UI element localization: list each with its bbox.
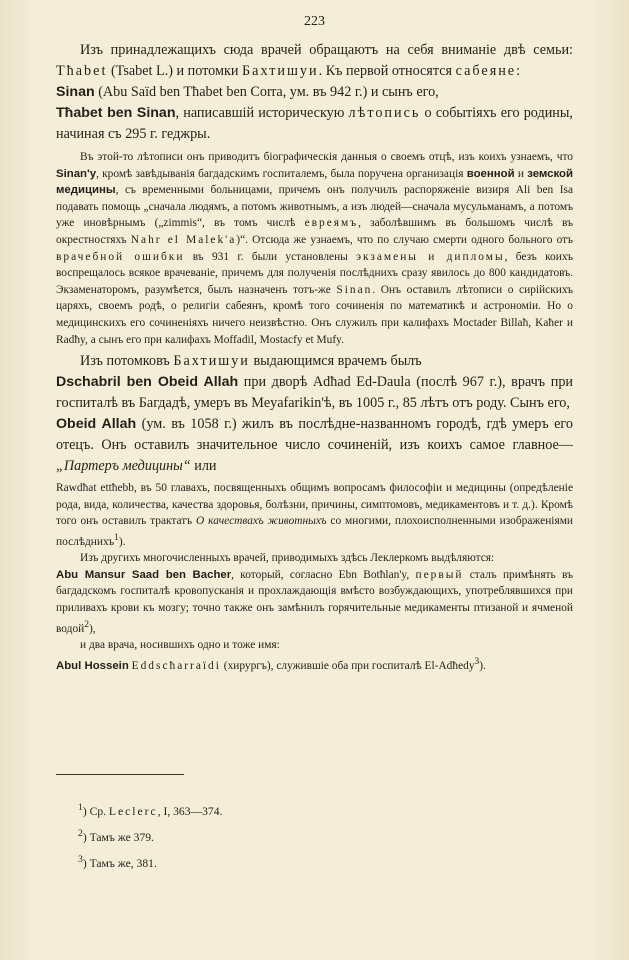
person-name: Sinan'y bbox=[56, 167, 97, 180]
text-run: , съ временными больницами, причемъ онъ получилъ распоряженіе визиря Ali ben Isa подавать помощь „сначала людямъ, а потомъ животнымъ, а изъ людей—сначала мусульманамъ, а потомъ уже иновѣрнымъ („zimmis“, въ томъ числѣ bbox=[56, 184, 573, 230]
paragraph bbox=[56, 654, 573, 674]
footnote-marker: 2 bbox=[78, 827, 83, 839]
text-run: (хирургъ), служившіе оба при госпиталѣ El-Adħedy bbox=[220, 659, 475, 672]
person-name: Abu Mansur Saad ben Bacher bbox=[56, 568, 232, 581]
text-run: выдающимся врачемъ былъ bbox=[249, 353, 422, 370]
body-text bbox=[56, 40, 573, 674]
spaced-term: Nahr el Malek'a bbox=[130, 233, 237, 246]
italic-title: „Партеръ медицины“ bbox=[56, 458, 191, 475]
footnote bbox=[78, 823, 222, 849]
footnote-divider bbox=[56, 774, 184, 775]
text-run: со многими, плохоисполненными изображеніями послѣднихъ bbox=[56, 515, 573, 548]
paragraph bbox=[56, 82, 573, 145]
footnote bbox=[78, 797, 222, 823]
spaced-term: Бахтишуи bbox=[242, 63, 319, 79]
spaced-term: Eddscħarraïdi bbox=[131, 659, 221, 672]
paragraph bbox=[56, 414, 573, 477]
text-run: или bbox=[190, 458, 217, 475]
footnote-ref: 1 bbox=[114, 532, 119, 543]
page-number: 223 bbox=[304, 14, 325, 29]
footnotes bbox=[78, 797, 222, 875]
spaced-term: Tħabet bbox=[56, 63, 108, 79]
person-name: Sinan bbox=[56, 84, 95, 100]
text-run: Rawdħat ettħebb, въ 50 главахъ, посвященныхъ общимъ вопросамъ философіи и медицины (опредѣленіе рода, вида, количества, качества здоровья, болѣзни, причины, симптомовъ, медикаментовъ и т. д.). Кромѣ того онъ оставилъ трактатъ bbox=[56, 482, 573, 528]
italic-title: О качествахъ животныхъ bbox=[196, 515, 327, 528]
bold-term: военной bbox=[466, 167, 515, 180]
spaced-term: Бахтишуи bbox=[173, 353, 250, 370]
text-run: , заболѣвшимъ въ большомъ числѣ въ окрестностяхъ bbox=[56, 217, 574, 246]
paragraph bbox=[56, 40, 573, 82]
text-run: Въ этой-то лѣтописи онъ приводитъ біографическія данныя о своемъ отцѣ, изъ коихъ узнаемъ, что bbox=[80, 151, 573, 163]
paragraph bbox=[56, 372, 573, 414]
bold-term: земской медицины bbox=[56, 167, 574, 197]
text-run: : bbox=[516, 63, 521, 79]
spaced-term: Leclerc bbox=[108, 804, 158, 818]
text-run: сталъ примѣнять въ багдадскомъ госпиталѣ кровопусканія и прохлаждающія вмѣсто возбуждающихъ, употреблявшихся при приливахъ крови къ мозгу; точно также онъ замѣнилъ горячительные медикаменты птизаной и ячменой водой bbox=[56, 568, 574, 635]
spaced-term: первый bbox=[415, 568, 464, 581]
footnote-ref: 3 bbox=[474, 656, 480, 667]
text-run: (Tsabet L.) и потомки bbox=[107, 63, 243, 79]
spaced-term: Sinan bbox=[336, 283, 373, 296]
text-run: и два врача, носившихъ одно и тоже имя: bbox=[80, 639, 280, 652]
text-run: ) Тамъ же, 381. bbox=[82, 856, 157, 870]
paragraph bbox=[56, 480, 573, 550]
footnote-ref: 2 bbox=[84, 619, 90, 630]
text-run: ) Тамъ же 379. bbox=[82, 830, 154, 844]
text-run: ) Ср. bbox=[82, 804, 109, 818]
paragraph bbox=[56, 637, 573, 654]
spaced-term: врачебной ошибки bbox=[56, 250, 185, 263]
text-run: при дворѣ Adħad Ed-Daula (послѣ 967 г.), врачъ при госпиталѣ въ Багдадѣ, умеръ въ Meyafarikin'ѣ, въ 1005 г., 85 лѣтъ отъ роду. Сынъ его, bbox=[56, 374, 574, 412]
person-name: Abul Hossein bbox=[56, 659, 129, 672]
text-run: ), bbox=[89, 622, 96, 635]
spaced-term: лѣтопись bbox=[348, 105, 421, 121]
text-run: , написавшій историческую bbox=[175, 105, 349, 121]
spaced-term: евреямъ bbox=[304, 217, 359, 230]
spaced-term: сабеяне bbox=[455, 63, 517, 79]
spaced-term: экзамены и дипломы bbox=[356, 250, 505, 263]
text-run: въ 931 г. были установлены bbox=[184, 250, 357, 263]
text-run: (Abu Saïd ben Tħabet ben Corra, ум. въ 942 г.) и сынъ его, bbox=[94, 84, 439, 100]
text-run: ). bbox=[118, 535, 126, 548]
footnote bbox=[78, 849, 222, 875]
text-run: , кромѣ завѣдыванія багдадскимъ госпиталемъ, была поручена организація bbox=[96, 167, 467, 180]
footnote-marker: 3 bbox=[78, 853, 83, 865]
text-run: , который, согласно Ebn Botħlan'y, bbox=[231, 568, 416, 581]
person-name: Tħabet ben Sinan bbox=[56, 105, 176, 121]
paragraph bbox=[56, 567, 573, 637]
footnote-marker: 1 bbox=[78, 802, 83, 813]
text-run: , безъ коихъ воспрещалось всякое врачеваніе, причемъ для полученія послѣднихъ сразу явилось до 800 кандидатовъ. Экзаменаторомъ, разумѣется, былъ назначенъ тотъ-же bbox=[56, 250, 573, 296]
text-run: (ум. въ 1058 г.) жилъ въ послѣдне-названномъ городѣ, гдѣ умеръ его отецъ. Онъ оставилъ значительное число сочиненій, изъ коихъ самое главное— bbox=[56, 416, 573, 454]
text-run: . Онъ оставилъ лѣтописи о сирійскихъ царяхъ, своемъ родѣ, о религіи сабеянъ, кромѣ того сочиненія по математикѣ и астрономіи. Но о медицинскихъ его сочиненіяхъ ничего неизвѣстно. Онъ служилъ при калифахъ Moctader Billaħ, Kaħer и Radħy, а сынъ его при калифахъ Moffadil, Mostacfy et Mufy. bbox=[56, 283, 573, 346]
text-run: Изъ принадлежащихъ сюда врачей обращаютъ на себя вниманіе двѣ семьи: bbox=[80, 42, 573, 58]
person-name: Dschabril ben Obeid Allah bbox=[56, 374, 239, 391]
person-name: Obeid Allah bbox=[56, 416, 137, 433]
text-run: . Къ первой относятся bbox=[318, 63, 456, 79]
text-run: ). bbox=[479, 659, 486, 672]
text-run: Изъ другихъ многочисленныхъ врачей, приводимыхъ здѣсь Леклеркомъ выдѣляются: bbox=[80, 552, 495, 565]
paragraph bbox=[56, 149, 573, 348]
text-run: о событіяхъ его родины, начиная съ 295 г. геджры. bbox=[56, 105, 573, 142]
paragraph bbox=[56, 351, 573, 372]
text-run: , I, 363—374. bbox=[157, 804, 223, 818]
text-run: и bbox=[514, 167, 528, 180]
paragraph bbox=[56, 550, 573, 567]
text-run: )“. Отсюда же узнаемъ, что по случаю смерти одного больного отъ bbox=[236, 233, 573, 246]
text-run: Изъ потомковъ bbox=[80, 353, 174, 370]
